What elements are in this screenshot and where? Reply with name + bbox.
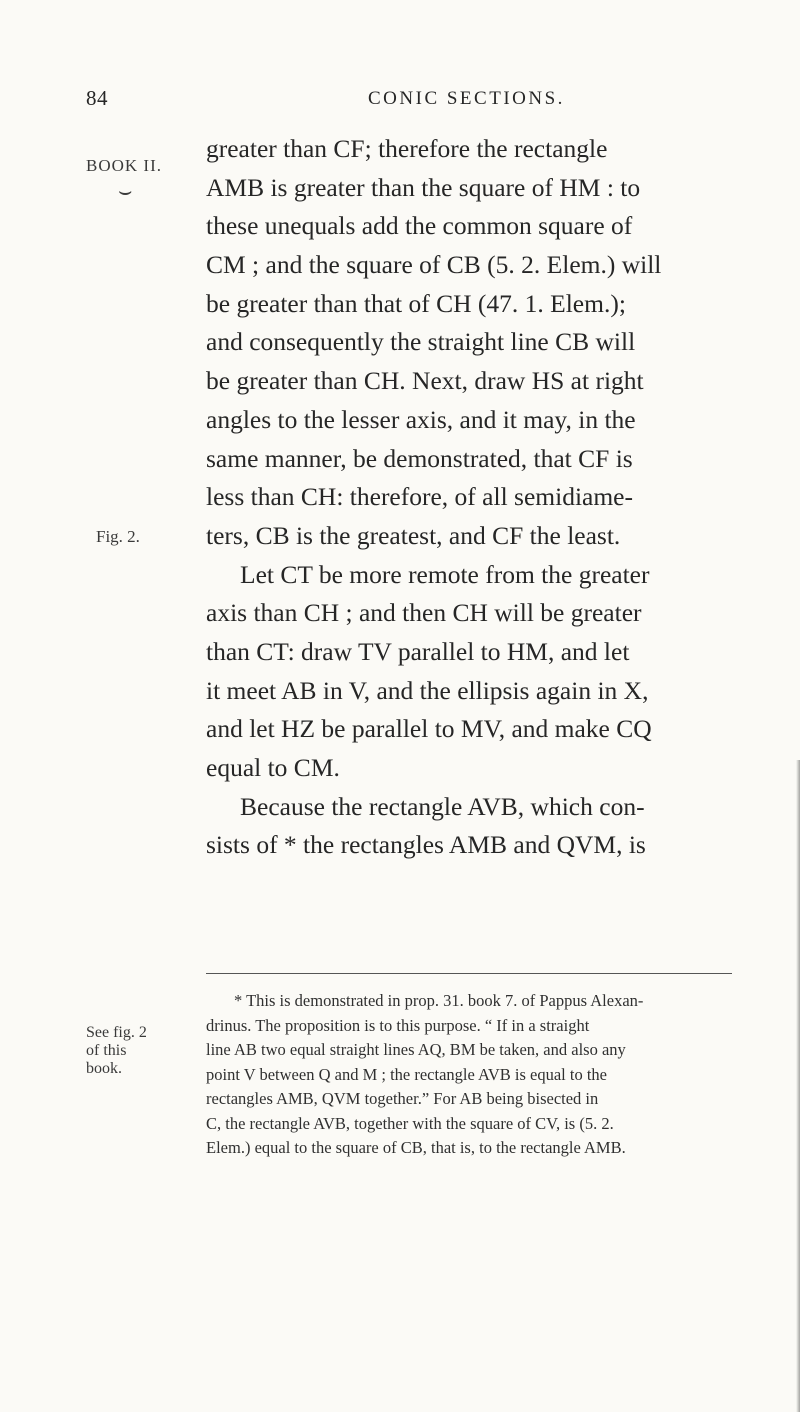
body-line: angles to the lesser axis, and it may, in the [206, 404, 636, 434]
body-line: and let HZ be parallel to MV, and make CQ [206, 714, 652, 744]
body-line: and consequently the straight line CB will [206, 327, 636, 357]
body-line: than CT: draw TV parallel to HM, and let [206, 636, 630, 666]
body-line: AMB is greater than the square of HM : to [206, 172, 641, 202]
body-line: Let CT be more remote from the greater [240, 559, 650, 589]
see-fig-line: book. [86, 1060, 122, 1077]
footnote-line: Elem.) equal to the square of CB, that is, to the rectangle AMB. [206, 1138, 626, 1157]
body-line: axis than CH ; and then CH will be greater [206, 598, 642, 628]
body-line: be greater than CH. Next, draw HS at right [206, 366, 644, 396]
page-edge-shadow [796, 760, 800, 1412]
body-line: these unequals add the common square of [206, 211, 633, 241]
margin-see-fig-note [86, 1024, 176, 1078]
footnote-line: drinus. The proposition is to this purpose. “ If in a straight [206, 1015, 590, 1035]
see-fig-line: of this [86, 1042, 127, 1059]
running-head: CONIC SECTIONS. [368, 88, 565, 109]
body-line: greater than CF; therefore the rectangle [206, 134, 608, 163]
margin-fig-label: Fig. 2. [96, 527, 140, 546]
body-line: it meet AB in V, and the ellipsis again in X, [206, 675, 649, 705]
body-line: be greater than that of CH (47. 1. Elem.); [206, 288, 626, 318]
body-line: equal to CM. [206, 753, 340, 782]
footnote-line: line AB two equal straight lines AQ, BM be taken, and also any [206, 1040, 626, 1059]
footnote-line: rectangles AMB, QVM together.” For AB being bisected in [206, 1089, 599, 1108]
margin-book-label: BOOK II. [86, 156, 162, 175]
footnote-line: C, the rectangle AVB, together with the square of CV, is (5. 2. [206, 1113, 614, 1133]
body-line: sists of * the rectangles AMB and QVM, is [206, 830, 646, 860]
body-line: Because the rectangle AVB, which con- [240, 791, 645, 821]
body-line: same manner, be demonstrated, that CF is [206, 443, 633, 473]
footnote-rule [206, 973, 732, 974]
footnote [206, 989, 746, 1161]
see-fig-line: See fig. 2 [86, 1024, 147, 1041]
body-line: ters, CB is the greatest, and CF the least. [206, 520, 621, 550]
page-number: 84 [86, 86, 108, 110]
footnote-line: * This is demonstrated in prop. 31. book 7. of Pappus Alexan- [234, 991, 644, 1010]
body-text [206, 130, 746, 865]
footnote-line: point V between Q and M ; the rectangle AVB is equal to the [206, 1064, 607, 1084]
body-line: CM ; and the square of CB (5. 2. Elem.) will [206, 250, 662, 280]
body-line: less than CH: therefore, of all semidiame- [206, 482, 633, 512]
catchword-tilde-mark: ⌣ [118, 178, 133, 203]
